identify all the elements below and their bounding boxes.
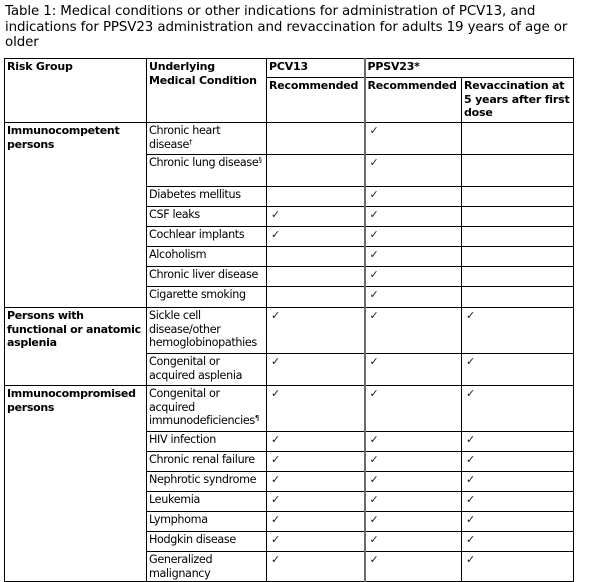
check-icon: ✓	[369, 387, 379, 400]
ppsv23-cell	[365, 155, 462, 187]
pcv13-cell	[267, 287, 365, 308]
check-icon: ✓	[369, 124, 379, 137]
check-icon: ✓	[466, 453, 476, 466]
ppsv23-cell	[365, 287, 462, 308]
ppsv23-cell	[365, 432, 462, 452]
table-title: Table 1: Medical conditions or other indications for administration of PCV13, and indications for PPSV23 administration and revaccination for adults 19 years of age or older	[5, 4, 568, 51]
ppsv23-cell	[365, 386, 462, 432]
check-icon: ✓	[466, 309, 476, 322]
check-icon: ✓	[466, 387, 476, 400]
condition-label: Chronic lung disease	[149, 156, 259, 169]
check-icon: ✓	[369, 268, 379, 281]
ppsv23-cell	[365, 187, 462, 207]
ppsv23-cell	[365, 227, 462, 247]
footnote-marker: ¶	[254, 414, 259, 423]
pcv13-cell	[267, 512, 365, 532]
condition-label: Congenital or acquired immunodeficiencies	[149, 387, 255, 428]
pcv13-cell	[267, 472, 365, 492]
ppsv23-cell	[365, 247, 462, 267]
pcv13-cell	[267, 247, 365, 267]
ppsv23-cell	[365, 267, 462, 287]
condition-cell	[147, 354, 267, 386]
revacc-cell	[462, 532, 574, 552]
check-icon: ✓	[369, 355, 379, 368]
check-icon: ✓	[369, 288, 379, 301]
condition-label: Diabetes mellitus	[149, 188, 241, 201]
check-icon: ✓	[369, 433, 379, 446]
footnote-marker: †	[189, 137, 193, 146]
condition-cell	[147, 386, 267, 432]
revacc-cell	[462, 187, 574, 207]
revacc-cell	[462, 267, 574, 287]
revacc-cell	[462, 155, 574, 187]
condition-label: Cigarette smoking	[149, 288, 246, 301]
condition-label: Chronic liver disease	[149, 268, 259, 281]
check-icon: ✓	[369, 513, 379, 526]
pcv13-cell	[267, 227, 365, 247]
vaccination-table	[4, 58, 574, 582]
check-icon: ✓	[466, 355, 476, 368]
revacc-cell	[462, 432, 574, 452]
revacc-cell	[462, 123, 574, 155]
check-icon: ✓	[271, 553, 281, 566]
ppsv23-cell	[365, 123, 462, 155]
revacc-cell	[462, 207, 574, 227]
pcv13-cell	[267, 432, 365, 452]
condition-cell	[147, 472, 267, 492]
risk-group-cell: Persons with functional or anatomic asplenia	[5, 308, 147, 386]
revacc-cell	[462, 354, 574, 386]
check-icon: ✓	[369, 188, 379, 201]
condition-cell	[147, 207, 267, 227]
footnote-marker: §	[258, 156, 262, 164]
check-icon: ✓	[271, 473, 281, 486]
pcv13-cell	[267, 155, 365, 187]
header-ppsv23-revaccination: Revaccination at 5 years after first dose	[462, 78, 574, 123]
pcv13-cell	[267, 386, 365, 432]
pcv13-cell	[267, 207, 365, 227]
table-row	[5, 123, 574, 155]
condition-label: Cochlear implants	[149, 228, 245, 241]
condition-cell	[147, 267, 267, 287]
pcv13-cell	[267, 452, 365, 472]
condition-cell	[147, 452, 267, 472]
check-icon: ✓	[466, 433, 476, 446]
revacc-cell	[462, 492, 574, 512]
header-pcv13-recommended: Recommended	[267, 78, 365, 123]
pcv13-cell	[267, 267, 365, 287]
revacc-cell	[462, 472, 574, 492]
check-icon: ✓	[466, 513, 476, 526]
condition-cell	[147, 287, 267, 308]
condition-cell	[147, 123, 267, 155]
condition-label: Chronic heart disease	[149, 124, 221, 151]
condition-label: Chronic renal failure	[149, 453, 255, 466]
condition-label: HIV infection	[149, 433, 216, 446]
ppsv23-cell	[365, 552, 462, 582]
condition-label: Sickle cell disease/other hemoglobinopathies	[149, 309, 257, 350]
condition-cell	[147, 532, 267, 552]
check-icon: ✓	[271, 309, 281, 322]
condition-label: Alcoholism	[149, 248, 207, 261]
condition-cell	[147, 552, 267, 582]
check-icon: ✓	[369, 533, 379, 546]
check-icon: ✓	[271, 387, 281, 400]
header-risk-group: Risk Group	[5, 59, 147, 123]
pcv13-cell	[267, 552, 365, 582]
condition-cell	[147, 512, 267, 532]
risk-group-cell: Immunocompromised persons	[5, 386, 147, 582]
condition-label: Generalized malignancy	[149, 553, 213, 580]
check-icon: ✓	[271, 453, 281, 466]
check-icon: ✓	[369, 453, 379, 466]
pcv13-cell	[267, 532, 365, 552]
revacc-cell	[462, 227, 574, 247]
condition-label: Congenital or acquired asplenia	[149, 355, 243, 382]
check-icon: ✓	[271, 433, 281, 446]
check-icon: ✓	[369, 473, 379, 486]
condition-cell	[147, 155, 267, 187]
check-icon: ✓	[369, 208, 379, 221]
pcv13-cell	[267, 308, 365, 354]
ppsv23-cell	[365, 532, 462, 552]
check-icon: ✓	[271, 208, 281, 221]
check-icon: ✓	[369, 228, 379, 241]
check-icon: ✓	[271, 355, 281, 368]
ppsv23-cell	[365, 354, 462, 386]
pcv13-cell	[267, 123, 365, 155]
check-icon: ✓	[369, 553, 379, 566]
condition-cell	[147, 227, 267, 247]
header-ppsv23: PPSV23*	[365, 59, 574, 78]
condition-cell	[147, 187, 267, 207]
table-row	[5, 386, 574, 432]
revacc-cell	[462, 552, 574, 582]
table-body	[5, 123, 574, 582]
revacc-cell	[462, 247, 574, 267]
pcv13-cell	[267, 492, 365, 512]
condition-cell	[147, 247, 267, 267]
condition-label: Leukemia	[149, 493, 201, 506]
check-icon: ✓	[271, 493, 281, 506]
ppsv23-cell	[365, 452, 462, 472]
condition-label: CSF leaks	[149, 208, 200, 221]
revacc-cell	[462, 386, 574, 432]
ppsv23-cell	[365, 472, 462, 492]
check-icon: ✓	[466, 553, 476, 566]
ppsv23-cell	[365, 512, 462, 532]
pcv13-cell	[267, 187, 365, 207]
revacc-cell	[462, 452, 574, 472]
header-underlying-condition: Underlying Medical Condition	[147, 59, 267, 123]
ppsv23-cell	[365, 308, 462, 354]
check-icon: ✓	[369, 309, 379, 322]
revacc-cell	[462, 287, 574, 308]
check-icon: ✓	[369, 493, 379, 506]
condition-label: Hodgkin disease	[149, 533, 236, 546]
condition-cell	[147, 432, 267, 452]
check-icon: ✓	[369, 248, 379, 261]
revacc-cell	[462, 308, 574, 354]
check-icon: ✓	[466, 473, 476, 486]
pcv13-cell	[267, 354, 365, 386]
condition-cell	[147, 308, 267, 354]
ppsv23-cell	[365, 492, 462, 512]
header-pcv13: PCV13	[267, 59, 365, 78]
risk-group-cell: Immunocompetent persons	[5, 123, 147, 308]
check-icon: ✓	[271, 513, 281, 526]
revacc-cell	[462, 512, 574, 532]
check-icon: ✓	[466, 533, 476, 546]
check-icon: ✓	[271, 228, 281, 241]
condition-cell	[147, 492, 267, 512]
condition-label: Lymphoma	[149, 513, 208, 526]
check-icon: ✓	[271, 533, 281, 546]
condition-label: Nephrotic syndrome	[149, 473, 257, 486]
ppsv23-cell	[365, 207, 462, 227]
check-icon: ✓	[369, 156, 379, 169]
check-icon: ✓	[466, 493, 476, 506]
table-row	[5, 308, 574, 354]
header-ppsv23-recommended: Recommended	[365, 78, 462, 123]
